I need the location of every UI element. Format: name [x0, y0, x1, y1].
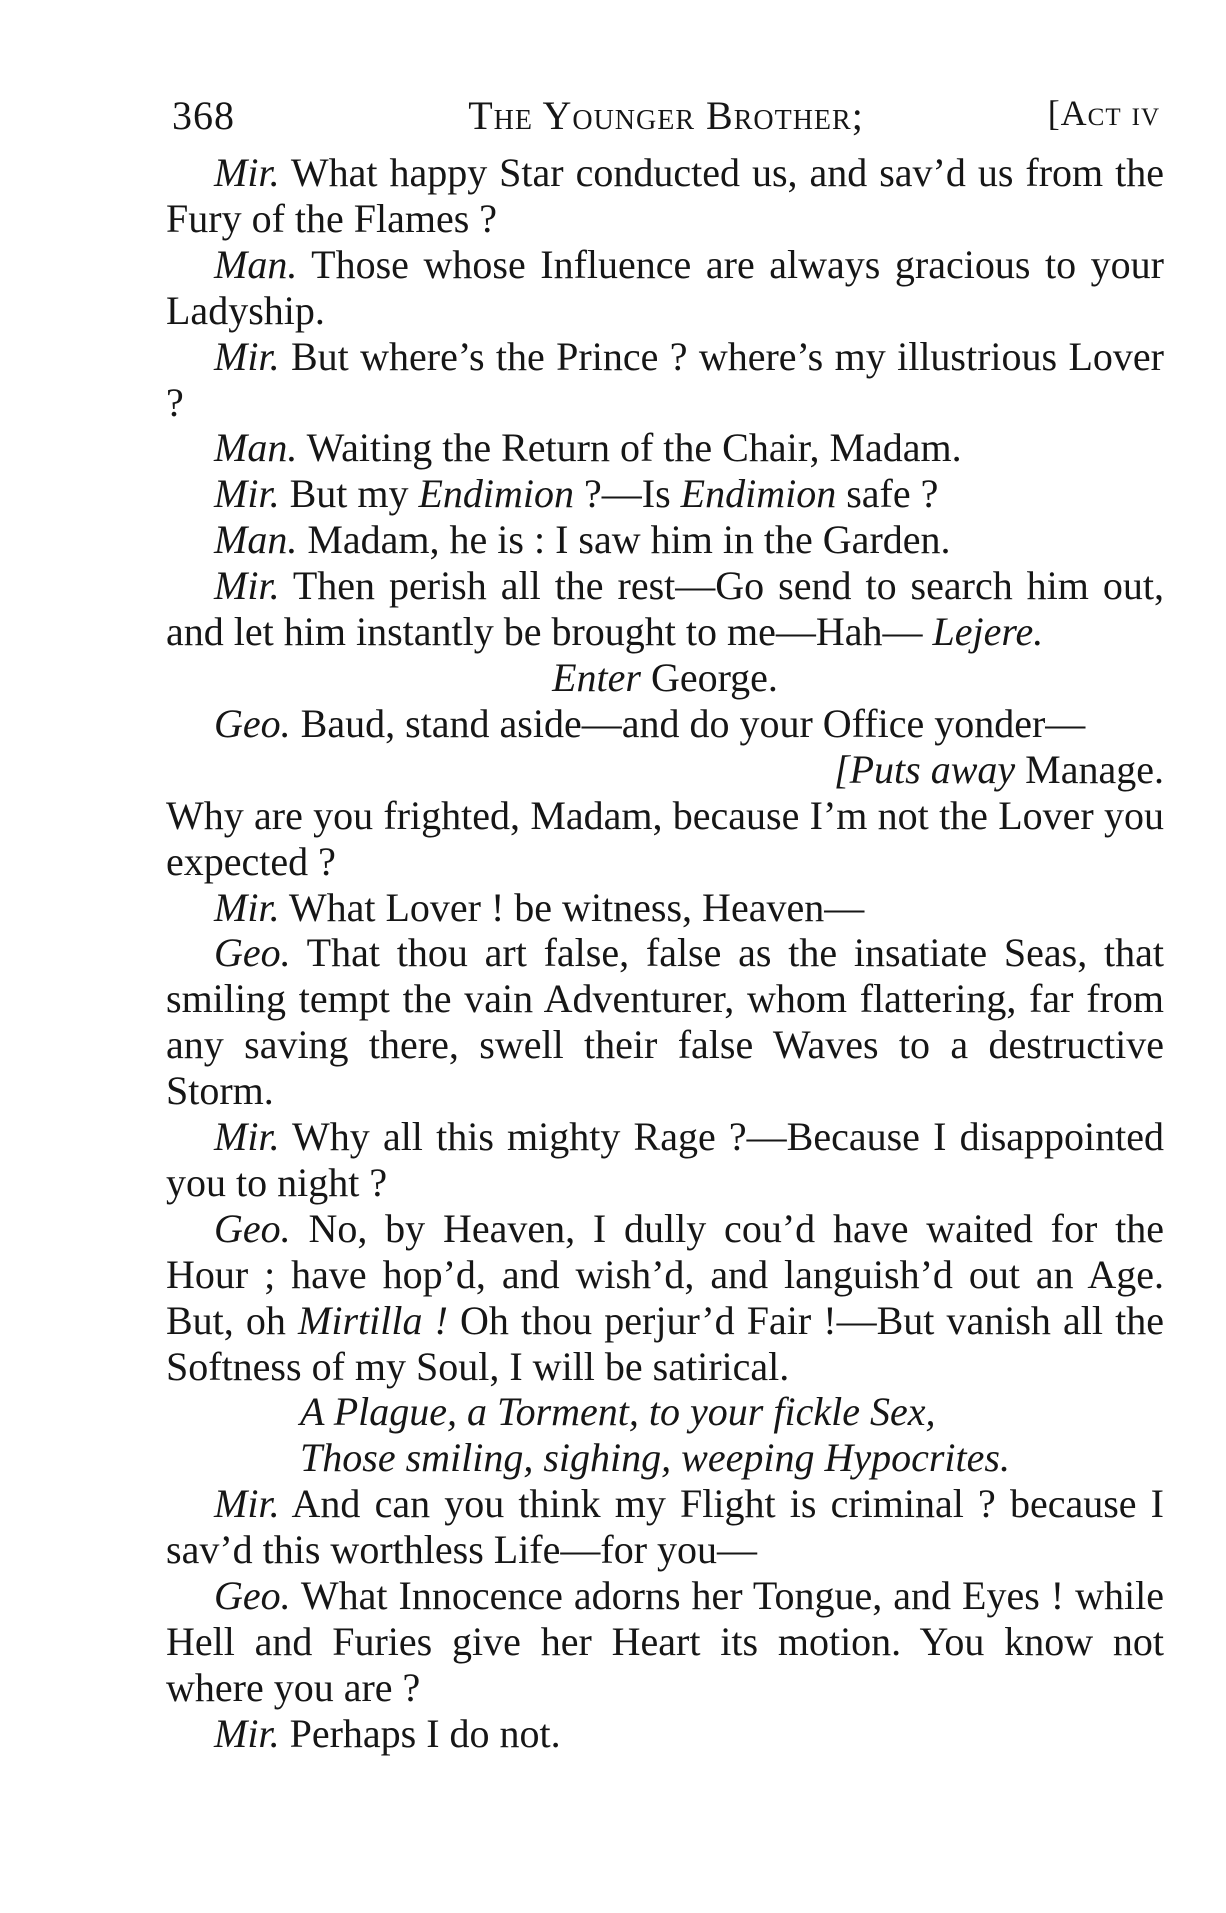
speech-line [166, 1573, 1164, 1711]
verse-line: A Plague, a Torment, to your fickle Sex, [300, 1389, 936, 1435]
speech-line [166, 150, 1164, 242]
verse-line: Those smiling, sighing, weeping Hypocrites. [300, 1435, 1010, 1481]
speech-text: But where’s the Prince ? where’s my illustrious Lover ? [166, 333, 1164, 425]
speaker-name: Mir. [214, 563, 280, 609]
running-title: The Younger Brother; [468, 93, 864, 138]
stage-direction [166, 655, 1164, 701]
speaker-name: Mir. [214, 1710, 280, 1756]
speech-text: But my [279, 471, 419, 517]
stage-direction-italic: [Puts away [834, 746, 1016, 792]
stage-direction-name: George. [640, 654, 778, 700]
stage-direction [166, 747, 1164, 793]
speaker-name: Geo. [214, 1573, 291, 1619]
speech-line [166, 930, 1164, 1114]
speaker-name: Mir. [214, 150, 280, 195]
speech-line [166, 517, 1164, 563]
speaker-name: Mir. [214, 471, 280, 517]
speaker-name: Geo. [214, 930, 291, 976]
speech-continuation [166, 793, 1164, 885]
speech-line [166, 1481, 1164, 1573]
speech-line [166, 885, 1164, 931]
speech-text: Perhaps I do not. [279, 1710, 561, 1756]
speech-line [166, 242, 1164, 334]
speech-text: ?—Is [574, 471, 681, 517]
speech-text: Waiting the Return of the Chair, Madam. [297, 425, 962, 471]
character-name: Endimion [680, 471, 837, 517]
speech-text: What Lover ! be witness, Heaven— [279, 884, 865, 930]
speech-text: What Innocence adorns her Tongue, and Eyes ! while Hell and Furies give her Heart its motion. You know not where you are ? [166, 1573, 1164, 1710]
speech-text: Oh thou perjur’d Fair !—But vanish all the Softness of my Soul, I will be satirical. [166, 1297, 1164, 1389]
speech-text: That thou art false, false as the insatiate Seas, that smiling tempt the vain Adventurer, whom flattering, far from any saving there, swell their false Waves to a destructive Storm. [166, 930, 1164, 1114]
speech-text: Those whose Influence are always gracious to your Ladyship. [166, 241, 1164, 333]
speech-line [166, 471, 1164, 517]
speech-text: Why are you frighted, Madam, because I’m not the Lover you expected ? [166, 792, 1164, 884]
speaker-name: Man. [214, 241, 298, 287]
speaker-name: Geo. [214, 1205, 291, 1251]
speech-text: And can you think my Flight is criminal ? because I sav’d this worthless Life—for you— [166, 1481, 1164, 1573]
speech-text: Baud, stand aside—and do your Office yonder— [290, 700, 1086, 746]
character-name: Lejere. [932, 609, 1044, 655]
speech-text: No, by Heaven, I dully cou’d have waited for the Hour ; have hop’d, and wish’d, and languish’d out an Age. But, oh [166, 1205, 1164, 1343]
stage-direction-italic: Enter [552, 654, 641, 700]
speech-line [166, 1711, 1164, 1757]
play-text [166, 150, 1164, 1757]
speaker-name: Mir. [214, 333, 280, 379]
speaker-name: Geo. [214, 700, 291, 746]
speech-line [166, 1114, 1164, 1206]
speech-line [166, 334, 1164, 426]
speaker-name: Mir. [214, 884, 280, 930]
speech-text: safe ? [836, 471, 939, 517]
stage-direction-name: Manage. [1015, 746, 1164, 792]
act-marker: [Act iv [1047, 93, 1160, 133]
running-header [172, 92, 1160, 152]
speech-line [166, 563, 1164, 655]
speaker-name: Mir. [214, 1481, 280, 1527]
character-name: Endimion [418, 471, 575, 517]
speech-text: Madam, he is : I saw him in the Garden. [297, 517, 951, 563]
speaker-name: Man. [214, 425, 298, 471]
speech-text: Then perish all the rest—Go send to search him out, and let him instantly be brought to me—Hah— [166, 563, 1164, 655]
speech-line [166, 701, 1164, 747]
speaker-name: Man. [214, 517, 298, 563]
speech-line [166, 425, 1164, 471]
speech-line [166, 1206, 1164, 1390]
character-name: Mirtilla ! [298, 1297, 448, 1343]
speaker-name: Mir. [214, 1114, 280, 1160]
page-number: 368 [172, 93, 235, 138]
speech-text: What happy Star conducted us, and sav’d us from the Fury of the Flames ? [166, 150, 1164, 241]
speech-text: Why all this mighty Rage ?—Because I disappointed you to night ? [166, 1114, 1164, 1205]
